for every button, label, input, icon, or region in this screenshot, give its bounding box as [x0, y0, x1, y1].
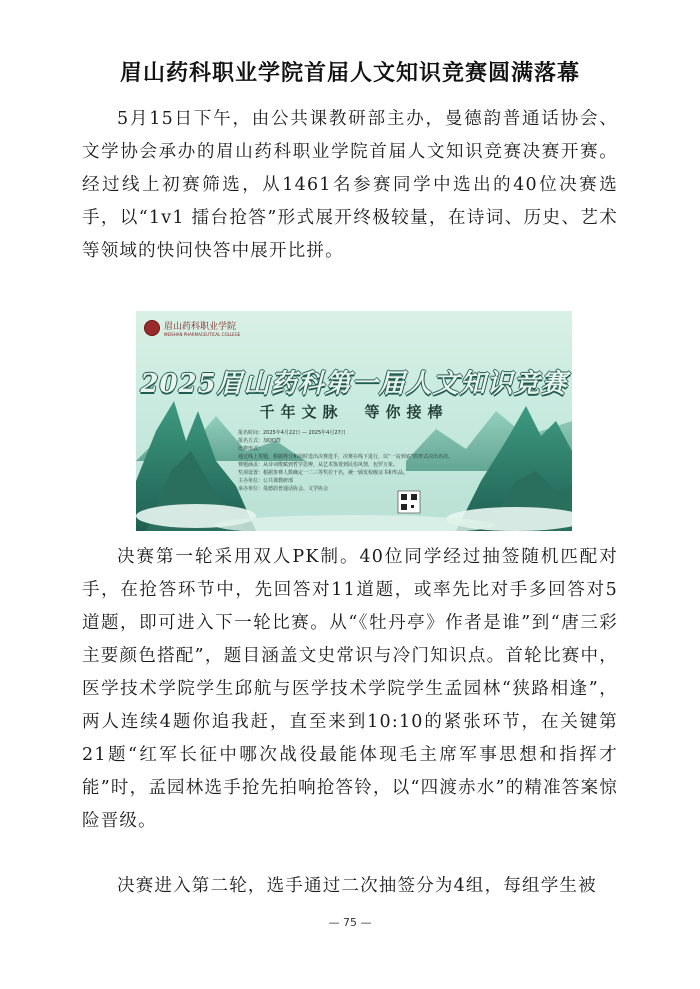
poster-slogan: 千年文脉 等你接棒	[259, 403, 449, 421]
poster-info-line: 比赛形式：	[238, 446, 264, 452]
poster-logo	[144, 319, 240, 337]
event-poster-image	[136, 311, 572, 531]
paragraph-intro: 5月15日下午，由公共课教研部主办，曼德韵普通话协会、文学协会承办的眉山药科职业学院首届人文知识竞赛决赛开赛。经过线上初赛筛选，从1461名参赛同学中选出的40位决赛选手，以“1v1 擂台抢答”形式展开终极较量，在诗词、历史、艺术等领域的快问快答中展开比拼。	[82, 109, 618, 261]
poster-title: 2025眉山药科第一届人文知识竞赛	[140, 369, 568, 399]
page-title: 眉山药科职业学院首届人文知识竞赛圆满落幕	[119, 61, 580, 86]
poster-info-line: 赛题涵盖：从诗词歌赋到哲学思辨，从艺术鉴赏到民俗风情，包罗万象。	[238, 462, 399, 468]
poster-info-line: 奖项设置：根据参赛人数确定一二三等奖若干名，统一颁发校级证书和奖品。	[238, 470, 409, 476]
paragraph-first-round: 决赛第一轮采用双人PK制。40位同学经过抽签随机匹配对手，在抢答环节中，先回答对11道题，或率先比对手多回答对5道题，即可进入下一轮比赛。从“《牡丹亭》作者是谁”到“唐三彩主要颜色搭配”，题目涵盖文史常识与冷门知识点。首轮比赛中，医学技术学院学生邱航与医学技术学院学生孟园林“狭路相逢”，两人连续4题你追我赶，直至来到10:10的紧张环节，在关键第21题“红军长征中哪次战役最能体现毛主席军事思想和指挥才能”时，孟园林选手抢先拍响抢答铃，以“四渡赤水”的精准答案惊险晋级。	[82, 547, 618, 831]
poster-info-line: 报名方式：加QQ群	[238, 438, 281, 444]
poster-info-line: 主办单位：公共课教研部	[238, 478, 294, 484]
paragraph-second-round: 决赛进入第二轮，选手通过二次抽签分为4组，每组学生被	[117, 876, 597, 896]
college-emblem-icon	[144, 320, 160, 336]
poster-info-line: 报名时间：2025年4月22日 — 2025年4月27日	[238, 430, 346, 436]
poster-info-line: 通过线上答题，根据得分和用时选出决赛选手，决赛在线下进行，以“一站到底”的形式决出名次。	[238, 454, 454, 460]
poster-info-line: 承办单位：曼德韵普通话协会、文学协会	[238, 486, 329, 492]
poster-logo-text: 眉山药科职业学院	[164, 322, 237, 332]
poster-info-block	[238, 429, 488, 493]
page-number: — 75 —	[328, 916, 372, 929]
poster-logo-subtext: MEISHAN PHARMACEUTICAL COLLEGE	[164, 332, 241, 337]
